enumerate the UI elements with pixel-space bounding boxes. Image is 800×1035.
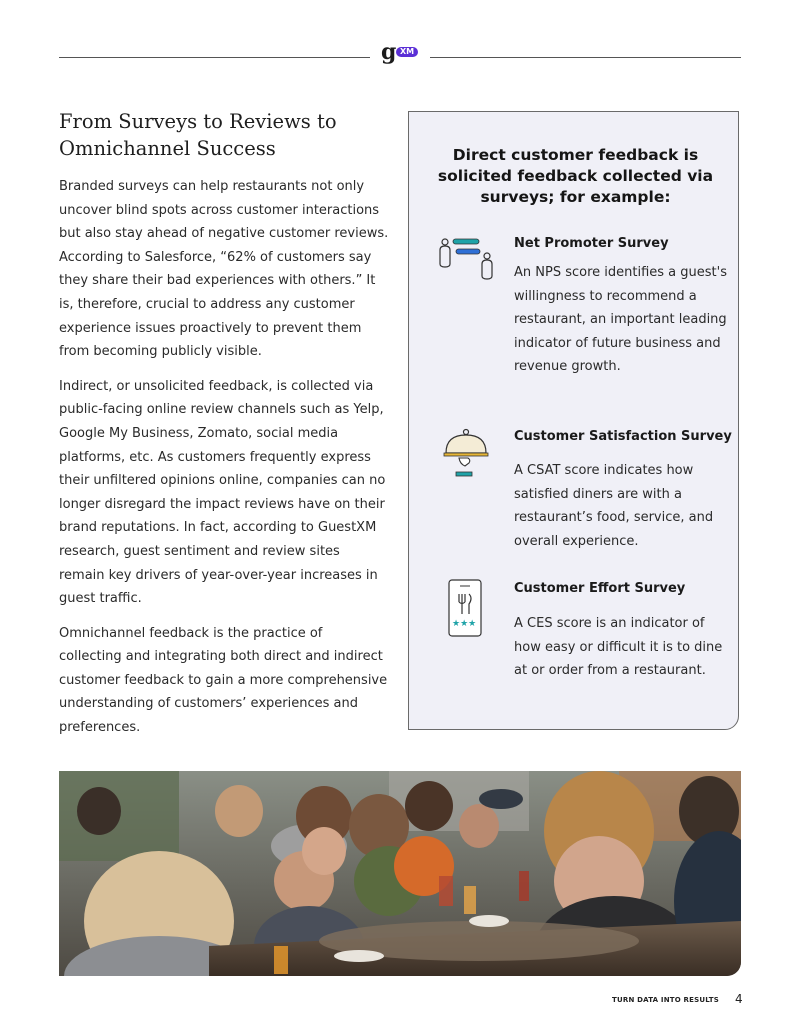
csat-description: A CSAT score indicates how satisfied diners are with a restaurant’s food, service, and overall experience. bbox=[514, 463, 714, 549]
logo-letter: g bbox=[381, 39, 397, 65]
people-chat-icon bbox=[437, 236, 495, 284]
card-heading: Direct customer feedback is solicited feedback collected via surveys; for example: bbox=[437, 146, 714, 206]
paragraph-branded-surveys: Branded surveys can help restaurants not only uncover blind spots across customer interactions but also stay ahead of negative customer reviews. According to Salesforce, “62% of customers say they share their bad experiences with others.” It is, therefore, crucial to address any customer experience issues proactively to prevent them from becoming publicly visible. bbox=[59, 179, 389, 360]
header-rule-right bbox=[430, 57, 741, 58]
csat-title: Customer Satisfaction Survey bbox=[514, 429, 732, 444]
direct-feedback-card bbox=[408, 111, 739, 730]
page-number: 4 bbox=[735, 992, 743, 1006]
body-text-column bbox=[59, 175, 389, 751]
paragraph-indirect-feedback: Indirect, or unsolicited feedback, is collected via public-facing online review channels such as Yelp, Google My Business, Zomato, social media platforms, etc. As customers frequently express their unfiltered opinions online, companies can no longer disregard the impact reviews have on their brand reputations. In fact, according to GuestXM research, guest sentiment and review sites remain key drivers of year-over-year increases in guest traffic. bbox=[59, 378, 386, 607]
paragraph-omnichannel: Omnichannel feedback is the practice of collecting and integrating both direct and indirect customer feedback to gain a more comprehensive understanding of customers’ experiences and preferences. bbox=[59, 625, 388, 736]
ces-description: A CES score is an indicator of how easy or difficult it is to dine at or order from a restaurant. bbox=[514, 616, 723, 679]
nps-title: Net Promoter Survey bbox=[514, 236, 669, 251]
phone-rating-icon bbox=[447, 578, 483, 638]
brand-logo bbox=[378, 39, 422, 68]
footer-label: TURN DATA INTO RESULTS bbox=[612, 996, 719, 1004]
header-rule-left bbox=[59, 57, 370, 58]
svg-text:★★★: ★★★ bbox=[452, 619, 477, 629]
ces-title: Customer Effort Survey bbox=[514, 581, 686, 596]
diners-photo bbox=[59, 771, 741, 976]
nps-description: An NPS score identifies a guest's willingness to recommend a restaurant, an important leading indicator of future business and revenue growth. bbox=[514, 265, 727, 375]
section-title: From Surveys to Reviews to Omnichannel Success bbox=[59, 110, 337, 160]
logo-badge: XM bbox=[396, 47, 418, 57]
cloche-icon bbox=[442, 428, 490, 480]
